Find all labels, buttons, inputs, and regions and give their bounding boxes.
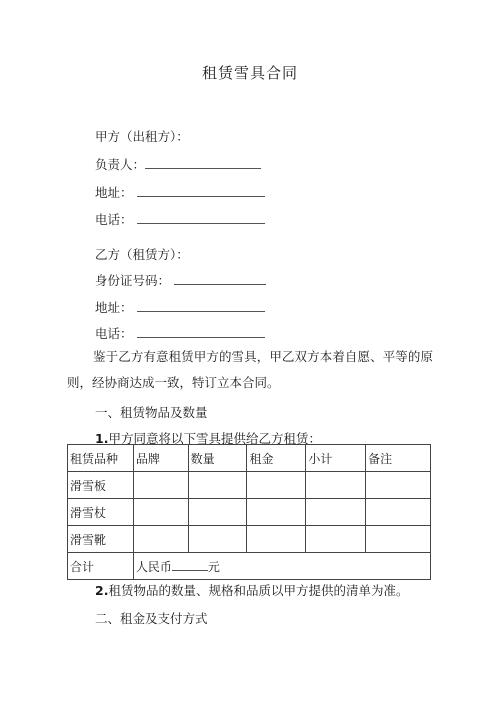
- table-cell[interactable]: [366, 472, 431, 499]
- party-b-heading: 乙方（租赁方）：: [95, 247, 189, 262]
- section-1-heading: 一、租赁物品及数量: [95, 405, 208, 420]
- table-row: [68, 526, 431, 553]
- total-unit-label: 元: [207, 559, 220, 574]
- table-cell[interactable]: [247, 526, 306, 553]
- party-a-principal-label: 负责人：: [95, 157, 146, 172]
- item-2-number: 2.: [95, 583, 109, 598]
- party-a-phone-label: 电话：: [95, 212, 133, 227]
- table-header-row: [68, 445, 431, 472]
- party-a-address-blank[interactable]: [137, 184, 265, 197]
- table-cell[interactable]: [247, 472, 306, 499]
- table-cell[interactable]: [306, 499, 366, 526]
- table-cell[interactable]: [247, 499, 306, 526]
- table-cell[interactable]: [306, 526, 366, 553]
- intro-paragraph: 鉴于乙方有意租赁甲方的雪具，甲乙双方本着自愿、平等的原则，经协商达成一致，特订立本合同。: [67, 349, 433, 390]
- party-b-id-label: 身份证号码：: [95, 273, 171, 288]
- table-cell-item: 滑雪靴: [68, 526, 134, 553]
- table-header-cell: 数量: [188, 445, 247, 472]
- table-cell[interactable]: [133, 472, 188, 499]
- table-total-amount: [133, 553, 430, 580]
- table-row: [68, 499, 431, 526]
- table-header-cell: 小计: [306, 445, 366, 472]
- table-cell[interactable]: [366, 526, 431, 553]
- table-header-cell: 租金: [247, 445, 306, 472]
- party-b-address-row: [95, 298, 265, 316]
- party-b-phone-label: 电话：: [95, 326, 133, 341]
- party-a-address-label: 地址：: [95, 185, 133, 200]
- table-total-row: [68, 553, 431, 580]
- table-cell[interactable]: [133, 499, 188, 526]
- total-amount-blank[interactable]: [172, 560, 208, 571]
- rental-items-table: [67, 444, 431, 580]
- item-1-number: 1.: [95, 431, 109, 446]
- party-a-heading: 甲方（出租方）：: [95, 129, 189, 144]
- party-b-address-blank[interactable]: [137, 299, 265, 312]
- item-1-text: 甲方同意将以下雪具提供给乙方租赁：: [108, 431, 321, 446]
- table-header-cell: 租赁品种: [68, 445, 134, 472]
- document-title: 租赁雪具合同: [201, 64, 298, 82]
- table-cell[interactable]: [366, 499, 431, 526]
- table-row: [68, 472, 431, 499]
- table-cell[interactable]: [306, 472, 366, 499]
- party-a-phone-blank[interactable]: [137, 211, 265, 224]
- table-cell[interactable]: [188, 499, 247, 526]
- party-a-phone-row: [95, 210, 265, 228]
- party-b-id-row: [95, 271, 266, 289]
- item-2-text: 租赁物品的数量、规格和品质以甲方提供的清单为准。: [108, 583, 409, 598]
- party-b-address-label: 地址：: [95, 300, 133, 315]
- table-total-label: 合计: [68, 553, 134, 580]
- party-a-principal-row: [95, 155, 261, 173]
- party-a-principal-blank[interactable]: [145, 156, 261, 169]
- table-cell-item: 滑雪杖: [68, 499, 134, 526]
- table-cell[interactable]: [188, 472, 247, 499]
- table-cell[interactable]: [133, 526, 188, 553]
- section-2-heading: 二、租金及支付方式: [95, 611, 208, 626]
- table-cell[interactable]: [188, 526, 247, 553]
- party-b-phone-blank[interactable]: [137, 325, 265, 338]
- table-header-cell: 备注: [366, 445, 431, 472]
- section-1-item-2: [95, 581, 408, 599]
- table-header-cell: 品牌: [133, 445, 188, 472]
- table-cell-item: 滑雪板: [68, 472, 134, 499]
- party-a-address-row: [95, 183, 265, 201]
- total-currency-label: 人民币: [135, 559, 172, 574]
- party-b-phone-row: [95, 324, 265, 342]
- party-b-id-blank[interactable]: [174, 272, 266, 285]
